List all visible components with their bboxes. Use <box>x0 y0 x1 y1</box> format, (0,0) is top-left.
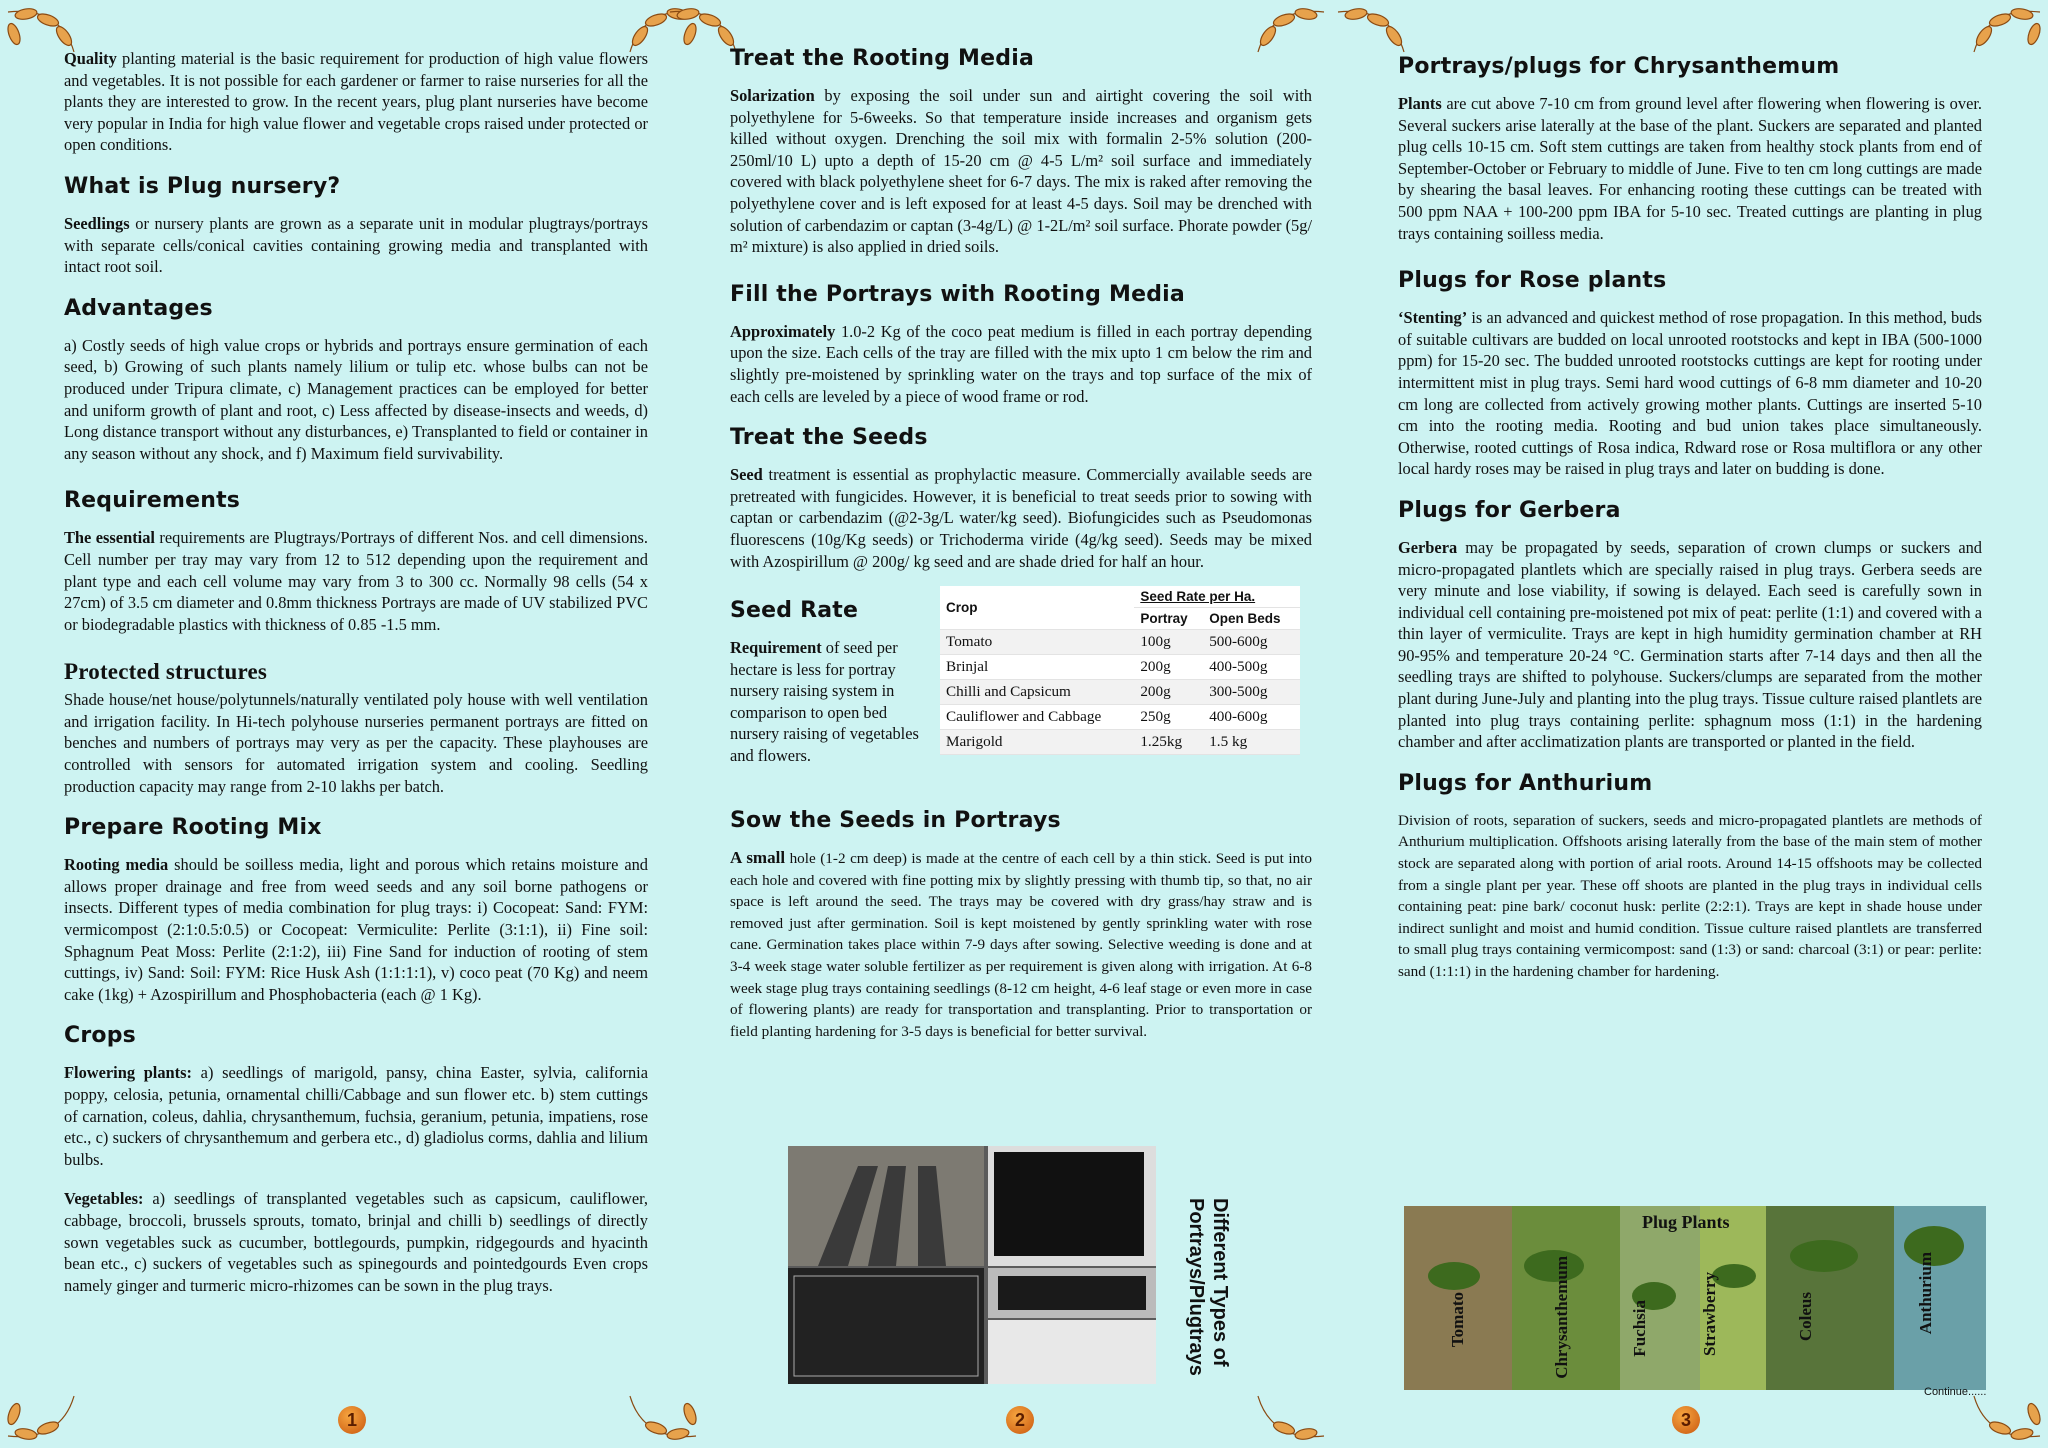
table-row: Tomato 100g 500-600g <box>940 630 1300 655</box>
portray-collage-image <box>788 1146 1156 1384</box>
page-number: 2 <box>1006 1406 1034 1434</box>
page-number: 1 <box>338 1406 366 1434</box>
portray-photos-caption: Different Types of Portrays/Plugtrays <box>1185 1198 1231 1376</box>
chrysanthemum-paragraph: Plants are cut above 7-10 cm from ground level after flowering when flowering is over. Several suckers arise laterally at the base of the plant. Suckers are separated and planted plug cells 10-15 cm. Soft stem cuttings are taken from healthy stock plants from end of September-October or February to middle of June. Five to ten cm long cuttings are made by shearing the basal leaves. For enhancing rooting these cuttings can be treated with 500 ppm NAA + 100-200 ppm IBA for 5-10 sec. Treated cuttings are planting in plug trays containing soilless media. <box>1398 94 1982 243</box>
page-number: 3 <box>1672 1406 1700 1434</box>
table-header-open: Open Beds <box>1203 608 1300 630</box>
table-header-group: Seed Rate per Ha. <box>1134 586 1300 608</box>
plug-plants-image <box>1404 1206 1986 1390</box>
gerbera-paragraph: Gerbera may be propagated by seeds, separation of crown clumps or suckers and micro-propagated plantlets which are specially raised in plug trays. Gerbera seeds are very minute and lose viability, if sowing is delayed. Each seed is carefully sown in individual cell containing pre-moistened pot mix of peat: perlite (1:1) and covered with a thin layer of vermiculite. Trays are kept in high humidity germination chamber at RH 90-95% and temperature 20-24 °C. Germination starts after 7-14 days and then all the seedling trays are shifted to polyhouse. Suckers/clumps are separated from the mother plant during June-July and planting into the plug trays. Tissue culture raised plantlets are planted into plug trays containing perlite: sphagnum moss (1:1) in the hardening chamber and after acclimatization plants are transported or planted in the field. <box>1398 537 1982 752</box>
table-row: Cauliflower and Cabbage 250g 400-600g <box>940 705 1300 730</box>
table-row: Marigold 1.25kg 1.5 kg <box>940 730 1300 755</box>
chrysanthemum-heading: Portrays/plugs for Chrysanthemum <box>1398 54 1840 79</box>
anthurium-paragraph: Division of roots, separation of suckers, seeds and micro-propagated plantlets are methods of Anthurium multiplication. Offshoots arising laterally from the base of the main stem of mother stock are separated along with portion of arial roots. Around 14-15 offshoots may be collected from a single plant per year. These off shoots are planted in the plug trays in individual cells containing peat: pine bark/ coconut husk: perlite (2:2:1). Trays are kept in shade house under indirect sunlight and moist and humid condition. Tissue culture raised plantlets are transferred to small plug trays containing vermicompost: sand (1:3) or sand: charcoal (3:1) or pear: perlite: sand (1:1:1) in the hardening chamber for hardening. <box>1398 811 1982 980</box>
table-header-crop: Crop <box>940 586 1134 630</box>
table-row: Chilli and Capsicum 200g 300-500g <box>940 680 1300 705</box>
continue-text: Continue...... <box>1924 1386 1987 1398</box>
vegetables-paragraph: Vegetables: a) seedlings of transplanted vegetables such as capsicum, cauliflower, cabbage, broccoli, brussels sprouts, tomato, brinjal and chilli b) seedlings of directly sown vegetables suck as cucumber, bottlegourds, pumpkin, ridgegourds and hyacinth bean etc., c) suckers of vegetables such as spinegourds and pointedgourds Even crops namely ginger and turmeric micro-rhizomes can be sown in the plug trays. <box>64 1189 648 1295</box>
plant-label-coleus: Coleus <box>1796 1292 1815 1342</box>
fill-portrays-paragraph: Approximately 1.0-2 Kg of the coco peat medium is filled in each portray depending upon the size. Each cells of the tray are filled with the mix upto 1 cm below the rim and slightly pre-moistened by sprinkling water on the trays and top surface of the mix of each cells are leveled by a piece of wood frame or rod. <box>730 321 1312 406</box>
advantages-paragraph: a) Costly seeds of high value crops or hybrids and portrays ensure germination of each seed, b) Growing of such plants namely lilium or tulip etc. whose bulbs can not be produced under Tripura climate, c) Management practices can be employed for better and uniform growth of plant and root, c) Less affected by disease-insects and weeds, d) Long distance transport without any disturbances, e) Transplanted to field or container in any season without any shock, and f) Maximum field survivability. <box>64 335 648 463</box>
plug-nursery-paragraph: Seedlings or nursery plants are grown as a separate unit in modular plugtrays/portrays with separate cells/conical cavities containing growing media and transplanted with intact root soil. <box>64 213 648 277</box>
table-row: Brinjal 200g 400-500g <box>940 655 1300 680</box>
seed-rate-table <box>940 586 1300 755</box>
treat-seeds-paragraph: Seed treatment is essential as prophylactic measure. Commercially available seeds are pretreated with fungicides. However, it is beneficial to treat seeds prior to sowing with captan or carbendazim (@2-3g/L water/kg seed). Biofungicides such as Pseudomonas fluorescens (10g/Kg seeds) or Trichoderma viride (4g/kg seed). Seeds may be mixed with Azospirillum @ 200g/ kg seed and are shade dried for half an hour. <box>730 465 1312 571</box>
plug-plants-photo <box>1404 1206 1986 1390</box>
sow-seeds-paragraph: A small hole (1-2 cm deep) is made at the centre of each cell by a thin stick. Seed is put into each hole and covered with fine potting mix by slightly pressing with thumb tip, so that, no air space is left around the seed. The trays may be covered with dry grass/hay straw and is removed just after germination. Soil is kept moistened by gently sprinkling water with rose cane. Germination takes place within 7-9 days after sowing. Selective weeding is done and at 3-4 week stage water soluble fertilizer as per requirement is given along with irrigation. At 6-8 week stage plug trays containing seedlings (8-12 cm height, 4-6 leaf stage or even more in case of flowering plants) are ready for transportation and transplanting. Prior to transportation or field planting hardening for 3-5 days is beneficial for better survival. <box>730 848 1312 1040</box>
treat-media-heading: Treat the Rooting Media <box>730 46 1034 71</box>
table-header-portray: Portray <box>1134 608 1203 630</box>
gerbera-heading: Plugs for Gerbera <box>1398 497 1621 523</box>
column-1 <box>64 48 648 1448</box>
plant-label-anthurium: Anthurium <box>1916 1252 1935 1335</box>
treat-seeds-heading: Treat the Seeds <box>730 425 928 451</box>
protected-structures-heading: Protected structures <box>64 659 268 685</box>
crops-heading: Crops <box>64 1023 136 1049</box>
rose-paragraph: ‘Stenting’ is an advanced and quickest method of rose propagation. In this method, buds of suitable cultivars are budded on local unrooted rootstocks and kept in IBA (500-1000 ppm) for 15-20 sec. The budded unrooted rootstocks cuttings are kept for rooting under intermittent mist in plug trays. Semi hard wood cuttings of 6-8 mm diameter and 10-20 cm long are collected from actively growing mother plants. Cuttings are inserted 5-10 cm into the rooting media. Rooting and bud union takes place simultaneously. Otherwise, rooted cuttings of Rosa indica, Rdward rose or Rosa multiflora or any other local hardy roses may be raised in plug trays and later on budding is done. <box>1398 308 1982 479</box>
plant-label-chrysanthemum: Chrysanthemum <box>1552 1256 1571 1379</box>
intro-paragraph: Quality planting material is the basic requirement for production of high value flowers and vegetables. It is not possible for each gardener or farmer to raise nurseries for all the plants they are interested to grow. In the recent years, plug plant nurseries have become very popular in India for high value flower and vegetable crops raised under protected or open conditions. <box>64 49 648 155</box>
plant-label-strawberry: Strawberry <box>1700 1272 1719 1357</box>
advantages-heading: Advantages <box>64 295 213 321</box>
flowering-plants-paragraph: Flowering plants: a) seedlings of marigold, pansy, china Easter, sylvia, california poppy, celosia, petunia, ornamental chilli/Cabbage and sun flower etc. b) stem cuttings of carnation, coleus, dahlia, chrysanthemum, fuchsia, geranium, petunia, impatiens, rose etc., c) suckers of chrysanthemum and gerbera etc., d) gladiolus corms, dahlia and lilium bulbs. <box>64 1063 649 1169</box>
fill-portrays-heading: Fill the Portrays with Rooting Media <box>730 281 1185 307</box>
rose-heading: Plugs for Rose plants <box>1398 268 1667 294</box>
seed-rate-section <box>730 590 1312 800</box>
sow-seeds-heading: Sow the Seeds in Portrays <box>730 808 1061 834</box>
plant-label-fuchsia: Fuchsia <box>1630 1300 1649 1357</box>
requirements-paragraph: The essential requirements are Plugtrays/Portrays of different Nos. and cell dimensions. Cell number per tray may vary from 12 to 512 depending upon the requirement and plant type and each cell volume may vary from 3 to 300 cc. Normally 98 cells (54 x 27cm) of 3.5 cm diameter and 0.8mm thickness Portrays are made of UV stabilized PVC or biodegradable plastics with thickness of 0.85 -1.5 mm. <box>64 528 648 634</box>
portray-photos <box>788 1146 1156 1384</box>
plug-plants-title: Plug Plants <box>1642 1212 1730 1232</box>
plant-label-tomato: Tomato <box>1448 1292 1467 1348</box>
seed-rate-paragraph: Requirement of seed per hectare is less for portray nursery raising system in comparison to open bed nursery raising of vegetables and flowers. <box>730 638 919 766</box>
requirements-heading: Requirements <box>64 488 241 514</box>
plug-nursery-heading: What is Plug nursery? <box>64 173 341 199</box>
rooting-mix-paragraph: Rooting media should be soilless media, light and porous which retains moisture and allows proper drainage and free from weed seeds and any soil borne pathogens or insects. Different types of media combination for plug trays: i) Cocopeat: Sand: FYM: vermicompost (2:1:0.5:0.5) or Cocopeat: Vermiculite: Perlite (3:1:1), ii) Fine soil: Sphagnum Peat Moss: Perlite (2:1:2), iii) Fine Sand for induction of rooting of stem cuttings, iv) Sand: Soil: FYM: Rice Husk Ash (1:1:1:1), v) coco peat (70 Kg) and neem cake (1kg) + Azospirillum and Phosphobacteria (each @ 1 Kg). <box>64 855 648 1004</box>
treat-media-paragraph: Solarization by exposing the soil under sun and airtight covering the soil with polyethylene for 5-6weeks. So that temperature inside increases and organism gets killed without oxygen. Drenching the soil mix with formalin 2-5% solution (200-250ml/10 L) upto a depth of 15-20 cm @ 4-5 L/m² soil surface and immediately covered with black polyethylene sheet for 6-7 days. The mix is raked after removing the polyethylene cover and is left exposed for at least 4-5 days. Soil may be drenched with solution of carbendazim or captan (3-4g/L) @ 1-2L/m² soil surface. Phorate powder (5g/ m² mixture) is also applied in dried soils. <box>730 86 1312 257</box>
anthurium-heading: Plugs for Anthurium <box>1398 770 1653 796</box>
seed-rate-heading: Seed Rate <box>730 598 859 624</box>
rooting-mix-heading: Prepare Rooting Mix <box>64 815 322 841</box>
protected-structures-paragraph: Shade house/net house/polytunnels/naturally ventilated poly house with well ventilation and irrigation facility. In Hi-tech polyhouse nurseries permanent portrays are fitted on benches and numbers of portrays may very as per the capacity. These playhouses are controlled with sensors for automated irrigation system and cooling. Seedling production capacity may range from 2-10 lakhs per batch. <box>64 690 648 796</box>
